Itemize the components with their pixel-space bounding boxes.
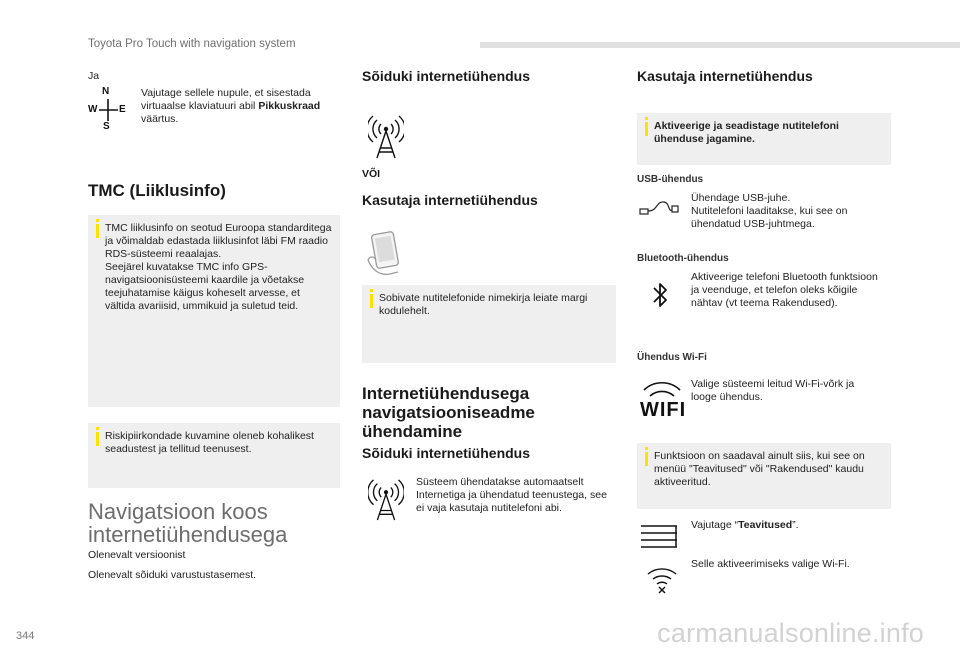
wifi-icon: WIFI [640,380,684,424]
tethering-note: Aktiveerige ja seadistage nutitelefoni ühenduse jagamine. [637,113,891,165]
phone-list-note: Sobivate nutitelefonide nimekirja leiate margi kodulehelt. [362,285,616,363]
wifi-activate-text: Selle aktiveerimiseks valige Wi-Fi. [691,558,850,570]
page-header-title: Toyota Pro Touch with navigation system [88,38,296,50]
bluetooth-text: Aktiveerige telefoni Bluetooth funktsioon ja veenduge, et telefon oleks kõigile nähtav (vt teema Rakendused). [691,271,878,309]
antenna-icon [368,112,404,160]
function-availability-note: Funktsioon on saadaval ainult siis, kui see on menüü "Teavitused" või "Rakendused" kaudu aktiveeritud. [637,443,891,509]
compass-description: Vajutage sellele nupule, et sisestada virtuaalse klaviatuuri abil Pikkuskraad väärtus. [141,87,321,125]
wifi-label: Ühendus Wi-Fi [637,352,707,363]
tmc-heading: TMC (Liiklusinfo) [88,181,226,200]
watermark: carmanualsonline.info [657,618,924,648]
info-marker-icon [96,432,99,446]
header-divider [480,42,960,48]
vehicle-connection-heading-2: Sõiduki internetiühendus [362,445,531,461]
info-marker-icon [370,294,373,308]
user-connection-heading-col3: Kasutaja internetiühendus [637,68,813,84]
info-marker-icon [645,122,648,136]
info-marker-icon [645,452,648,466]
wifi-off-icon [646,566,678,594]
page-number: 344 [16,630,35,642]
ja-text: Ja [88,70,100,82]
tmc-info-note: TMC liiklusinfo on seotud Euroopa standarditega ja võimaldab edastada liiklusinfot läbi FM raadio RDS-süsteemi reaalajas. Seejärel kuvatakse TMC info GPS-navigatsioonisüsteemi kaardile ja võetakse teejuhatamise käigus koheselt arvesse, et vältida avariisid, ummikuid ja suletud teid. [88,215,340,407]
usb-label: USB-ühendus [637,174,704,185]
navigation-online-heading: Navigatsioon koos internetiühendusega [88,499,288,547]
notifications-instruction: Vajutage “Teavitused”. [691,519,799,531]
usb-cable-icon [638,196,680,222]
antenna-icon [368,476,404,522]
usb-text: Ühendage USB-juhe. Nutitelefoni laaditakse, kui see on ühendatud USB-juhtmega. [691,192,848,230]
version-note: Olenevalt versioonist [88,549,186,561]
or-label: VÕI [362,168,381,180]
equipment-note: Olenevalt sõiduki varustustasemest. [88,569,257,581]
risk-zone-note: Riskipiirkondade kuvamine oleneb kohalikest seadustest ja tellitud teenusest. [88,423,340,488]
bluetooth-icon [650,280,670,310]
bluetooth-label: Bluetooth-ühendus [637,253,729,264]
system-auto-connect-text: Süsteem ühendatakse automaatselt Internetiga ja ühendatud teenustega, see ei vaja kasutaja nutitelefoni abi. [416,476,607,514]
info-marker-icon [96,224,99,238]
compass-icon: N W E S [88,86,126,132]
user-connection-heading: Kasutaja internetiühendus [362,192,538,208]
wifi-text: Valige süsteemi leitud Wi-Fi-võrk ja looge ühendus. [691,378,855,403]
connect-navigation-heading: Internetiühendusega navigatsiooniseadme ühendamine [362,384,535,441]
notifications-list-icon [640,524,678,552]
vehicle-connection-heading: Sõiduki internetiühendus [362,68,531,84]
smartphone-hand-icon [364,230,408,278]
